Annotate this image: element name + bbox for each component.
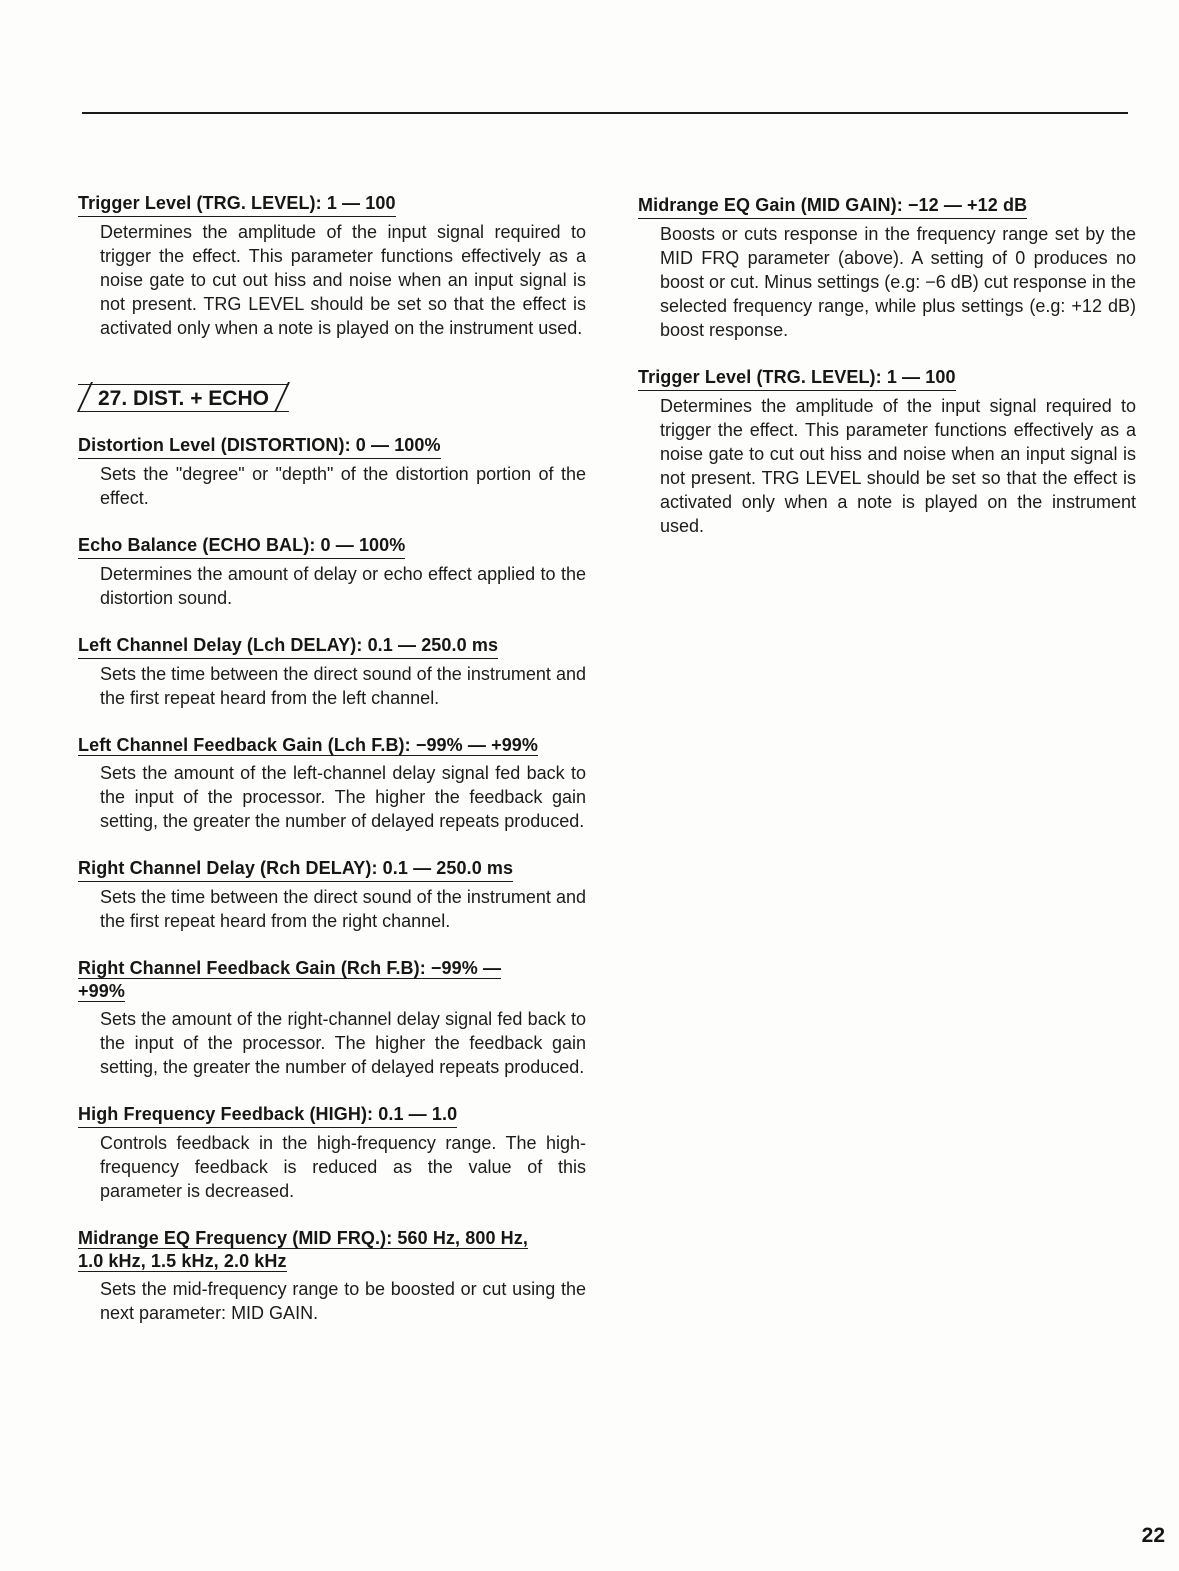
param-high-frequency-feedback [76,1103,586,1203]
page-number: 22 [1141,1524,1165,1547]
param-left-channel-delay [76,634,586,710]
param-heading-text: Right Channel Feedback Gain (Rch F.B): −99% — +99% [78,958,502,1001]
param-heading [78,734,548,758]
param-description: Determines the amplitude of the input signal required to trigger the effect. This parameter functions effectively as a noise gate to cut out hiss and noise when an input signal is not present. TRG LEVEL should be set so that the effect is activated only when a note is played on the instrument used. [660,396,1136,536]
param-heading: Distortion Level (DISTORTION): 0 — 100% [78,434,441,459]
slash-decoration [274,382,290,412]
param-heading: Trigger Level (TRG. LEVEL): 1 — 100 [638,366,956,391]
param-right-channel-delay [76,857,586,933]
param-description: Determines the amplitude of the input signal required to trigger the effect. This parameter functions effectively as a noise gate to cut out hiss and noise when an input signal is not present. TRG LEVEL should be set so that the effect is activated only when a note is played on the instrument used. [100,222,586,338]
param-description: Sets the time between the direct sound of the instrument and the first repeat heard from the right channel. [100,887,586,931]
param-heading: Trigger Level (TRG. LEVEL): 1 — 100 [78,192,396,217]
param-heading [78,957,548,1004]
param-left-channel-feedback [76,734,586,833]
param-midrange-eq-gain [636,194,1136,342]
param-echo-balance [76,534,586,610]
param-description: Controls feedback in the high-frequency range. The high-frequency feedback is reduced as the value of this parameter is decreased. [100,1133,586,1201]
param-heading: Echo Balance (ECHO BAL): 0 — 100% [78,534,405,559]
section-title [78,384,289,412]
param-description: Sets the amount of the right-channel delay signal fed back to the input of the processor. The higher the feedback gain setting, the greater the number of delayed repeats produced. [100,1009,586,1077]
param-heading: Right Channel Delay (Rch DELAY): 0.1 — 250.0 ms [78,857,513,882]
param-description: Boosts or cuts response in the frequency range set by the MID FRQ parameter (above). A setting of 0 produces no boost or cut. Minus settings (e.g: −6 dB) cut response in the selected frequency range, while plus settings (e.g: +12 dB) boost response. [660,224,1136,340]
param-description: Sets the amount of the left-channel delay signal fed back to the input of the processor. The higher the feedback gain setting, the greater the number of delayed repeats produced. [100,763,586,831]
top-rule [82,112,1128,114]
param-trigger-level [76,192,586,340]
param-trigger-level [636,366,1136,538]
param-description: Sets the mid-frequency range to be boosted or cut using the next parameter: MID GAIN. [100,1279,586,1323]
param-description: Sets the time between the direct sound of the instrument and the first repeat heard from the left channel. [100,664,586,708]
param-heading: Midrange EQ Gain (MID GAIN): −12 — +12 dB [638,194,1027,219]
param-heading: High Frequency Feedback (HIGH): 0.1 — 1.0 [78,1103,457,1128]
param-right-channel-feedback [76,957,586,1079]
param-heading-text: Midrange EQ Frequency (MID FRQ.): 560 Hz, 800 Hz, 1.0 kHz, 1.5 kHz, 2.0 kHz [78,1228,528,1271]
param-heading-text: Left Channel Feedback Gain (Lch F.B): −99% — +99% [78,735,539,755]
param-description: Sets the "degree" or "depth" of the distortion portion of the effect. [100,464,586,508]
slash-decoration [77,382,93,412]
section-title-text: 27. DIST. + ECHO [98,387,269,410]
param-heading: Left Channel Delay (Lch DELAY): 0.1 — 250.0 ms [78,634,498,659]
right-column [636,194,1136,562]
param-description: Determines the amount of delay or echo effect applied to the distortion sound. [100,564,586,608]
left-column [76,192,586,1349]
param-heading [78,1227,548,1274]
param-distortion-level [76,434,586,510]
param-midrange-eq-frequency [76,1227,586,1325]
